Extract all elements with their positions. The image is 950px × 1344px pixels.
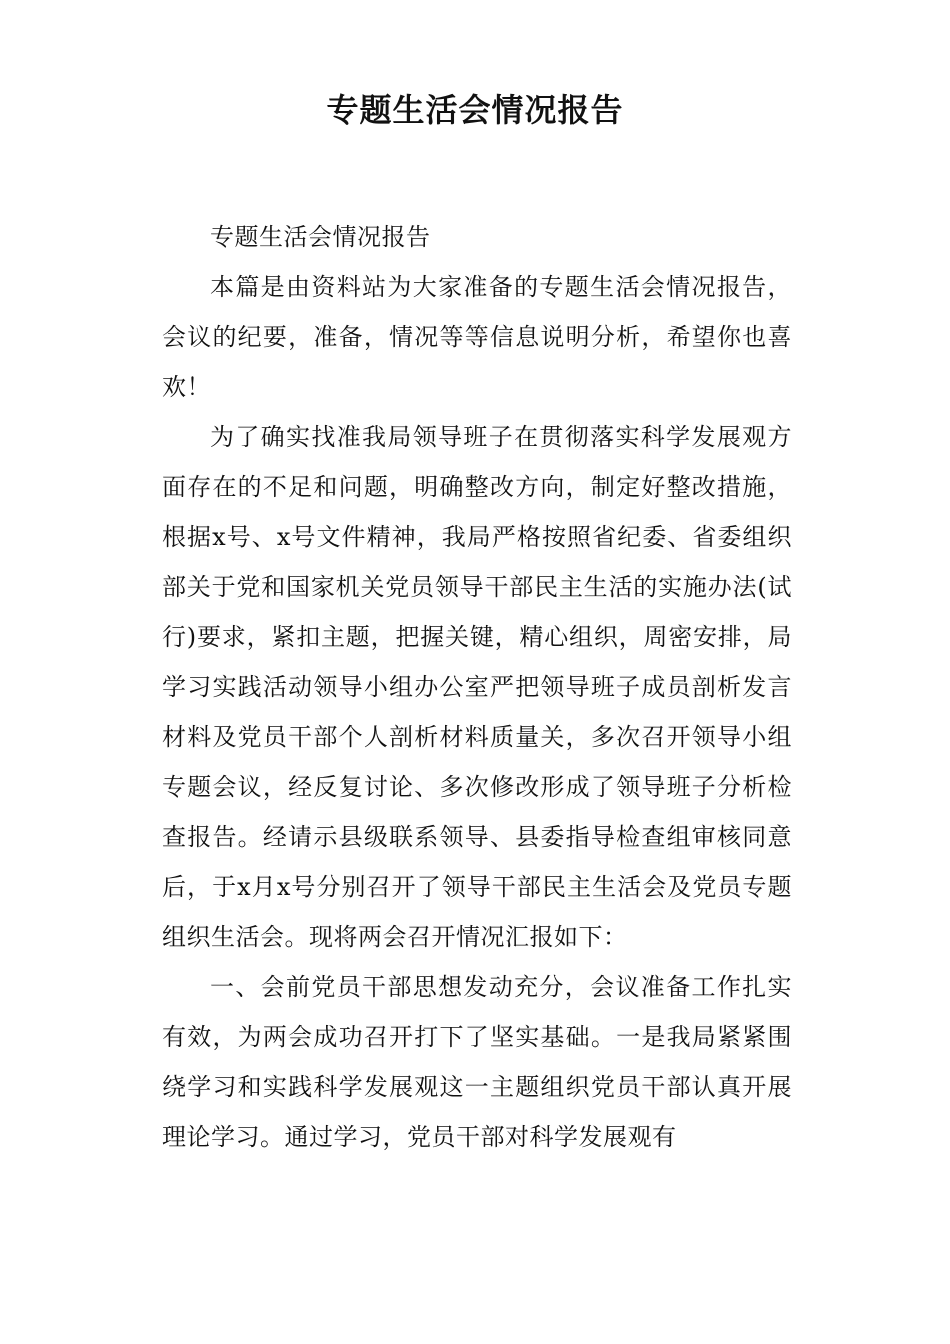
paragraph-subtitle: 专题生活会情况报告 bbox=[210, 223, 431, 251]
paragraph-section-one: 一、会前党员干部思想发动充分，会议准备工作扎实有效，为两会成功召开打下了坚实基础。一是我局紧紧围绕学习和实践科学发展观这一主题组织党员干部认真开展理论学习。通过学习，党员干部对科学发展观有 bbox=[162, 973, 792, 1151]
paragraph-background: 为了确实找准我局领导班子在贯彻落实科学发展观方面存在的不足和问题，明确整改方向，制定好整改措施，根据x号、x号文件精神，我局严格按照省纪委、省委组织部关于党和国家机关党员领导干部民主生活的实施办法(试行)要求，紧扣主题，把握关键，精心组织，周密安排，局学习实践活动领导小组办公室严把领导班子成员剖析发言材料及党员干部个人剖析材料质量关，多次召开领导小组专题会议，经反复讨论、多次修改形成了领导班子分析检查报告。经请示县级联系领导、县委指导检查组审核同意后，于x月x号分别召开了领导干部民主生活会及党员专题组织生活会。现将两会召开情况汇报如下： bbox=[162, 423, 792, 951]
document-title: 专题生活会情况报告 bbox=[326, 91, 624, 129]
paragraph-intro: 本篇是由资料站为大家准备的专题生活会情况报告，会议的纪要，准备，情况等等信息说明分析，希望你也喜欢！ bbox=[162, 273, 792, 401]
document-body bbox=[162, 212, 792, 1162]
